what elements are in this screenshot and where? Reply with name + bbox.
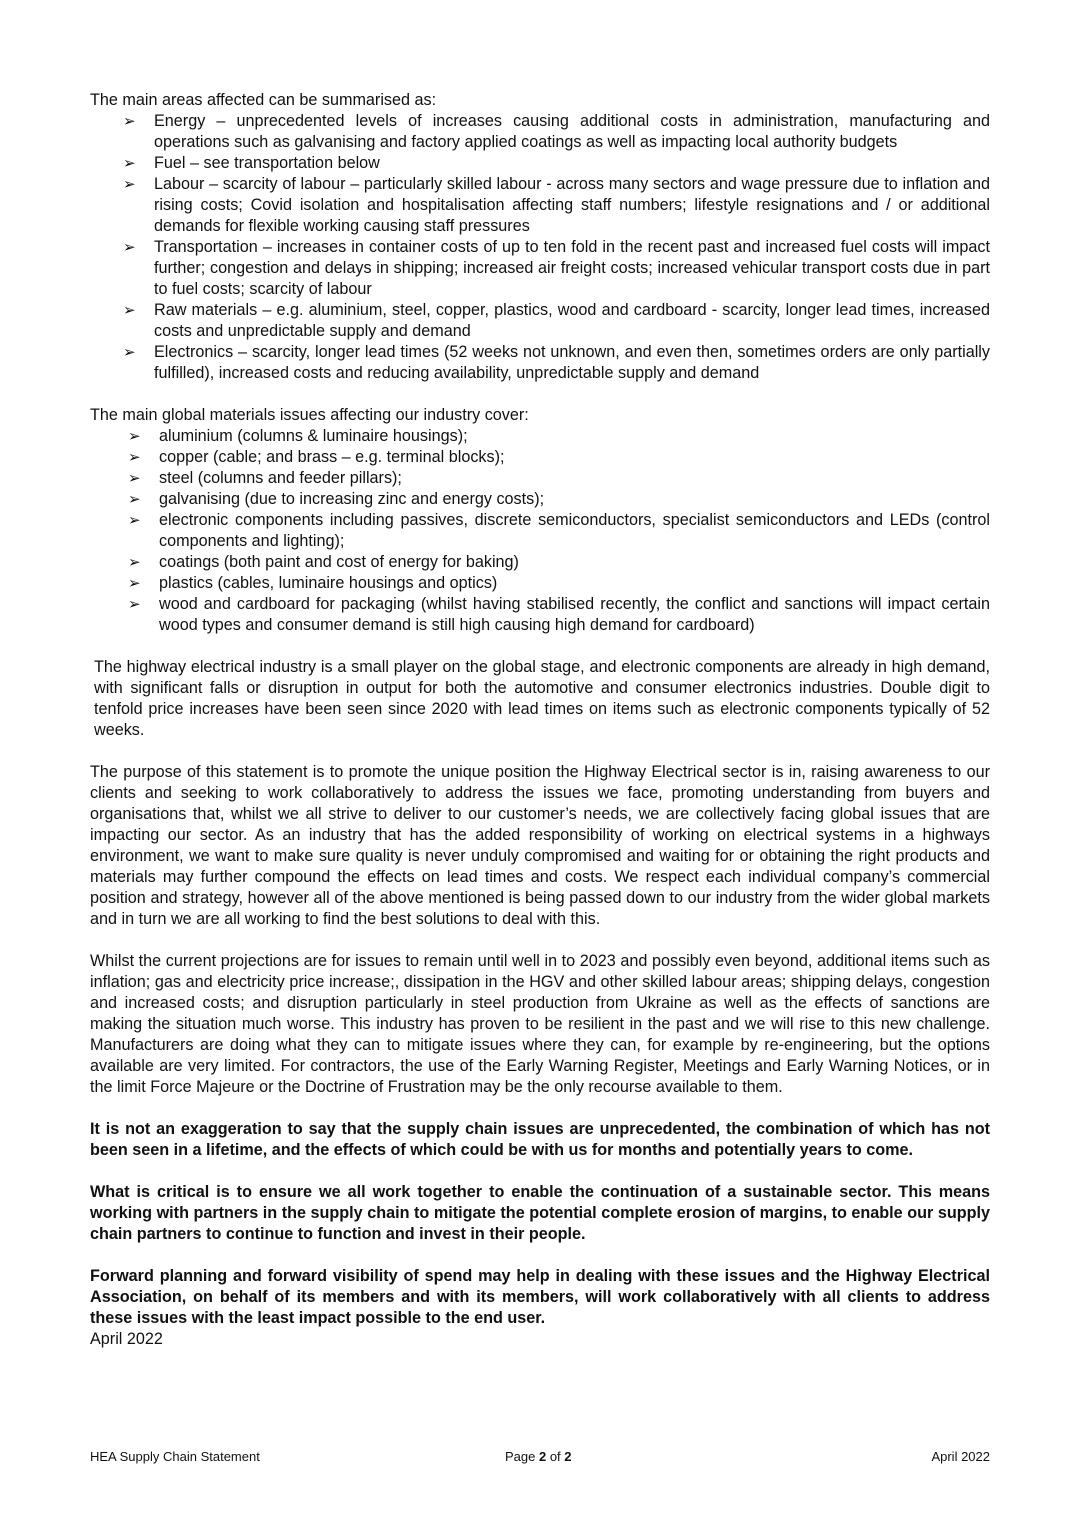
arrow-bullet-icon: ➢ xyxy=(128,554,141,571)
list-item: ➢ Labour – scarcity of labour – particularly skilled labour - across many sectors and wage pressure due to inflation and rising costs; Covid isolation and hospitalisation affecting staff numbers; lifestyle resignations and / or additional demands for flexible working causing staff pressures xyxy=(123,175,990,235)
list-item: ➢ galvanising (due to increasing zinc and energy costs); xyxy=(128,490,545,508)
materials-list xyxy=(90,426,990,636)
arrow-bullet-icon: ➢ xyxy=(123,155,136,172)
footer-date: April 2022 xyxy=(931,1449,990,1464)
list-item: ➢ electronic components including passives, discrete semiconductors, specialist semiconductors and LEDs (control components and lighting); xyxy=(128,511,990,550)
list-item: ➢ plastics (cables, luminaire housings and optics) xyxy=(128,574,498,592)
page-footer xyxy=(90,1448,990,1466)
footer-page-number: Page 2 of 2 xyxy=(505,1449,572,1464)
list-item: ➢ Energy – unprecedented levels of increases causing additional costs in administration, manufacturing and operations such as galvanising and factory applied coatings as well as impacting local authority budgets xyxy=(123,112,990,151)
arrow-bullet-icon: ➢ xyxy=(123,176,136,193)
arrow-bullet-icon: ➢ xyxy=(128,575,141,592)
arrow-bullet-icon: ➢ xyxy=(128,449,141,466)
materials-intro: The main global materials issues affecting our industry cover: xyxy=(90,406,529,424)
areas-intro: The main areas affected can be summarised as: xyxy=(90,91,437,109)
list-item: ➢ Electronics – scarcity, longer lead times (52 weeks not unknown, and even then, sometimes orders are only partially fulfilled), increased costs and reducing availability, unpredictable supply and demand xyxy=(123,343,990,382)
list-item: ➢ steel (columns and feeder pillars); xyxy=(128,469,402,487)
arrow-bullet-icon: ➢ xyxy=(123,344,136,361)
bold-statement-forward-planning: Forward planning and forward visibility of spend may help in dealing with these issues and the Highway Electrical Association, on behalf of its members and with its members, will work collaboratively with all clients to address these issues with the least impact possible to the end user. xyxy=(90,1267,990,1327)
footer-document-title: HEA Supply Chain Statement xyxy=(90,1449,260,1464)
list-item: ➢ aluminium (columns & luminaire housings); xyxy=(128,427,468,445)
arrow-bullet-icon: ➢ xyxy=(128,491,141,508)
list-item: ➢ Raw materials – e.g. aluminium, steel, copper, plastics, wood and cardboard - scarcity, longer lead times, increased costs and unpredictable supply and demand xyxy=(123,301,990,340)
list-item: ➢ Fuel – see transportation below xyxy=(123,154,380,172)
areas-list xyxy=(90,111,990,384)
arrow-bullet-icon: ➢ xyxy=(123,239,136,256)
arrow-bullet-icon: ➢ xyxy=(123,302,136,319)
arrow-bullet-icon: ➢ xyxy=(128,470,141,487)
paragraph-purpose: The purpose of this statement is to promote the unique position the Highway Electrical sector is in, raising awareness to our clients and seeking to work collaboratively to address the issues we face, promoting understanding from buyers and organisations that, whilst we all strive to deliver to our customer’s needs, we are collectively facing global issues that are impacting our sector. As an industry that has the added responsibility of working on electrical systems in a highways environment, we want to make sure quality is never unduly compromised and waiting for or obtaining the right products and materials may further compound the effects on lead times and costs. We respect each individual company’s commercial position and strategy, however all of the above mentioned is being passed down to our industry from the wider global markets and in turn we are all working to find the best solutions to deal with this. xyxy=(90,763,990,928)
bold-statement-critical: What is critical is to ensure we all work together to enable the continuation of a sustainable sector. This means working with partners in the supply chain to mitigate the potential complete erosion of margins, to enable our supply chain partners to continue to function and invest in their people. xyxy=(90,1183,990,1243)
list-item: ➢ copper (cable; and brass – e.g. terminal blocks); xyxy=(128,448,505,466)
bold-statement-unprecedented: It is not an exaggeration to say that the supply chain issues are unprecedented, the combination of which has not been seen in a lifetime, and the effects of which could be with us for months and potentially years to come. xyxy=(90,1120,990,1159)
paragraph-industry: The highway electrical industry is a small player on the global stage, and electronic components are already in high demand, with significant falls or disruption in output for both the automotive and consumer electronics industries. Double digit to tenfold price increases have been seen since 2020 with lead times on items such as electronic components typically of 52 weeks. xyxy=(94,658,990,739)
paragraph-projections: Whilst the current projections are for issues to remain until well in to 2023 and possibly even beyond, additional items such as inflation; gas and electricity price increase;, dissipation in the HGV and other skilled labour areas; shipping delays, congestion and increased costs; and disruption particularly in steel production from Ukraine as well as the effects of sanctions are making the situation much worse. This industry has proven to be resilient in the past and we will rise to this new challenge. Manufacturers are doing what they can to mitigate issues where they can, for example by re-engineering, but the options available are very limited. For contractors, the use of the Early Warning Register, Meetings and Early Warning Notices, or in the limit Force Majeure or the Doctrine of Frustration may be the only recourse available to them. xyxy=(90,952,990,1096)
document-page xyxy=(90,90,990,1350)
arrow-bullet-icon: ➢ xyxy=(128,596,141,613)
arrow-bullet-icon: ➢ xyxy=(128,512,141,529)
list-item: ➢ Transportation – increases in container costs of up to ten fold in the recent past and increased fuel costs will impact further; congestion and delays in shipping; increased air freight costs; increased vehicular transport costs due in part to fuel costs; scarcity of labour xyxy=(123,238,990,298)
date-line: April 2022 xyxy=(90,1330,163,1348)
list-item: ➢ wood and cardboard for packaging (whilst having stabilised recently, the conflict and sanctions will impact certain wood types and consumer demand is still high causing high demand for cardboard) xyxy=(128,595,990,634)
arrow-bullet-icon: ➢ xyxy=(123,113,136,130)
arrow-bullet-icon: ➢ xyxy=(128,428,141,445)
list-item: ➢ coatings (both paint and cost of energy for baking) xyxy=(128,553,519,571)
